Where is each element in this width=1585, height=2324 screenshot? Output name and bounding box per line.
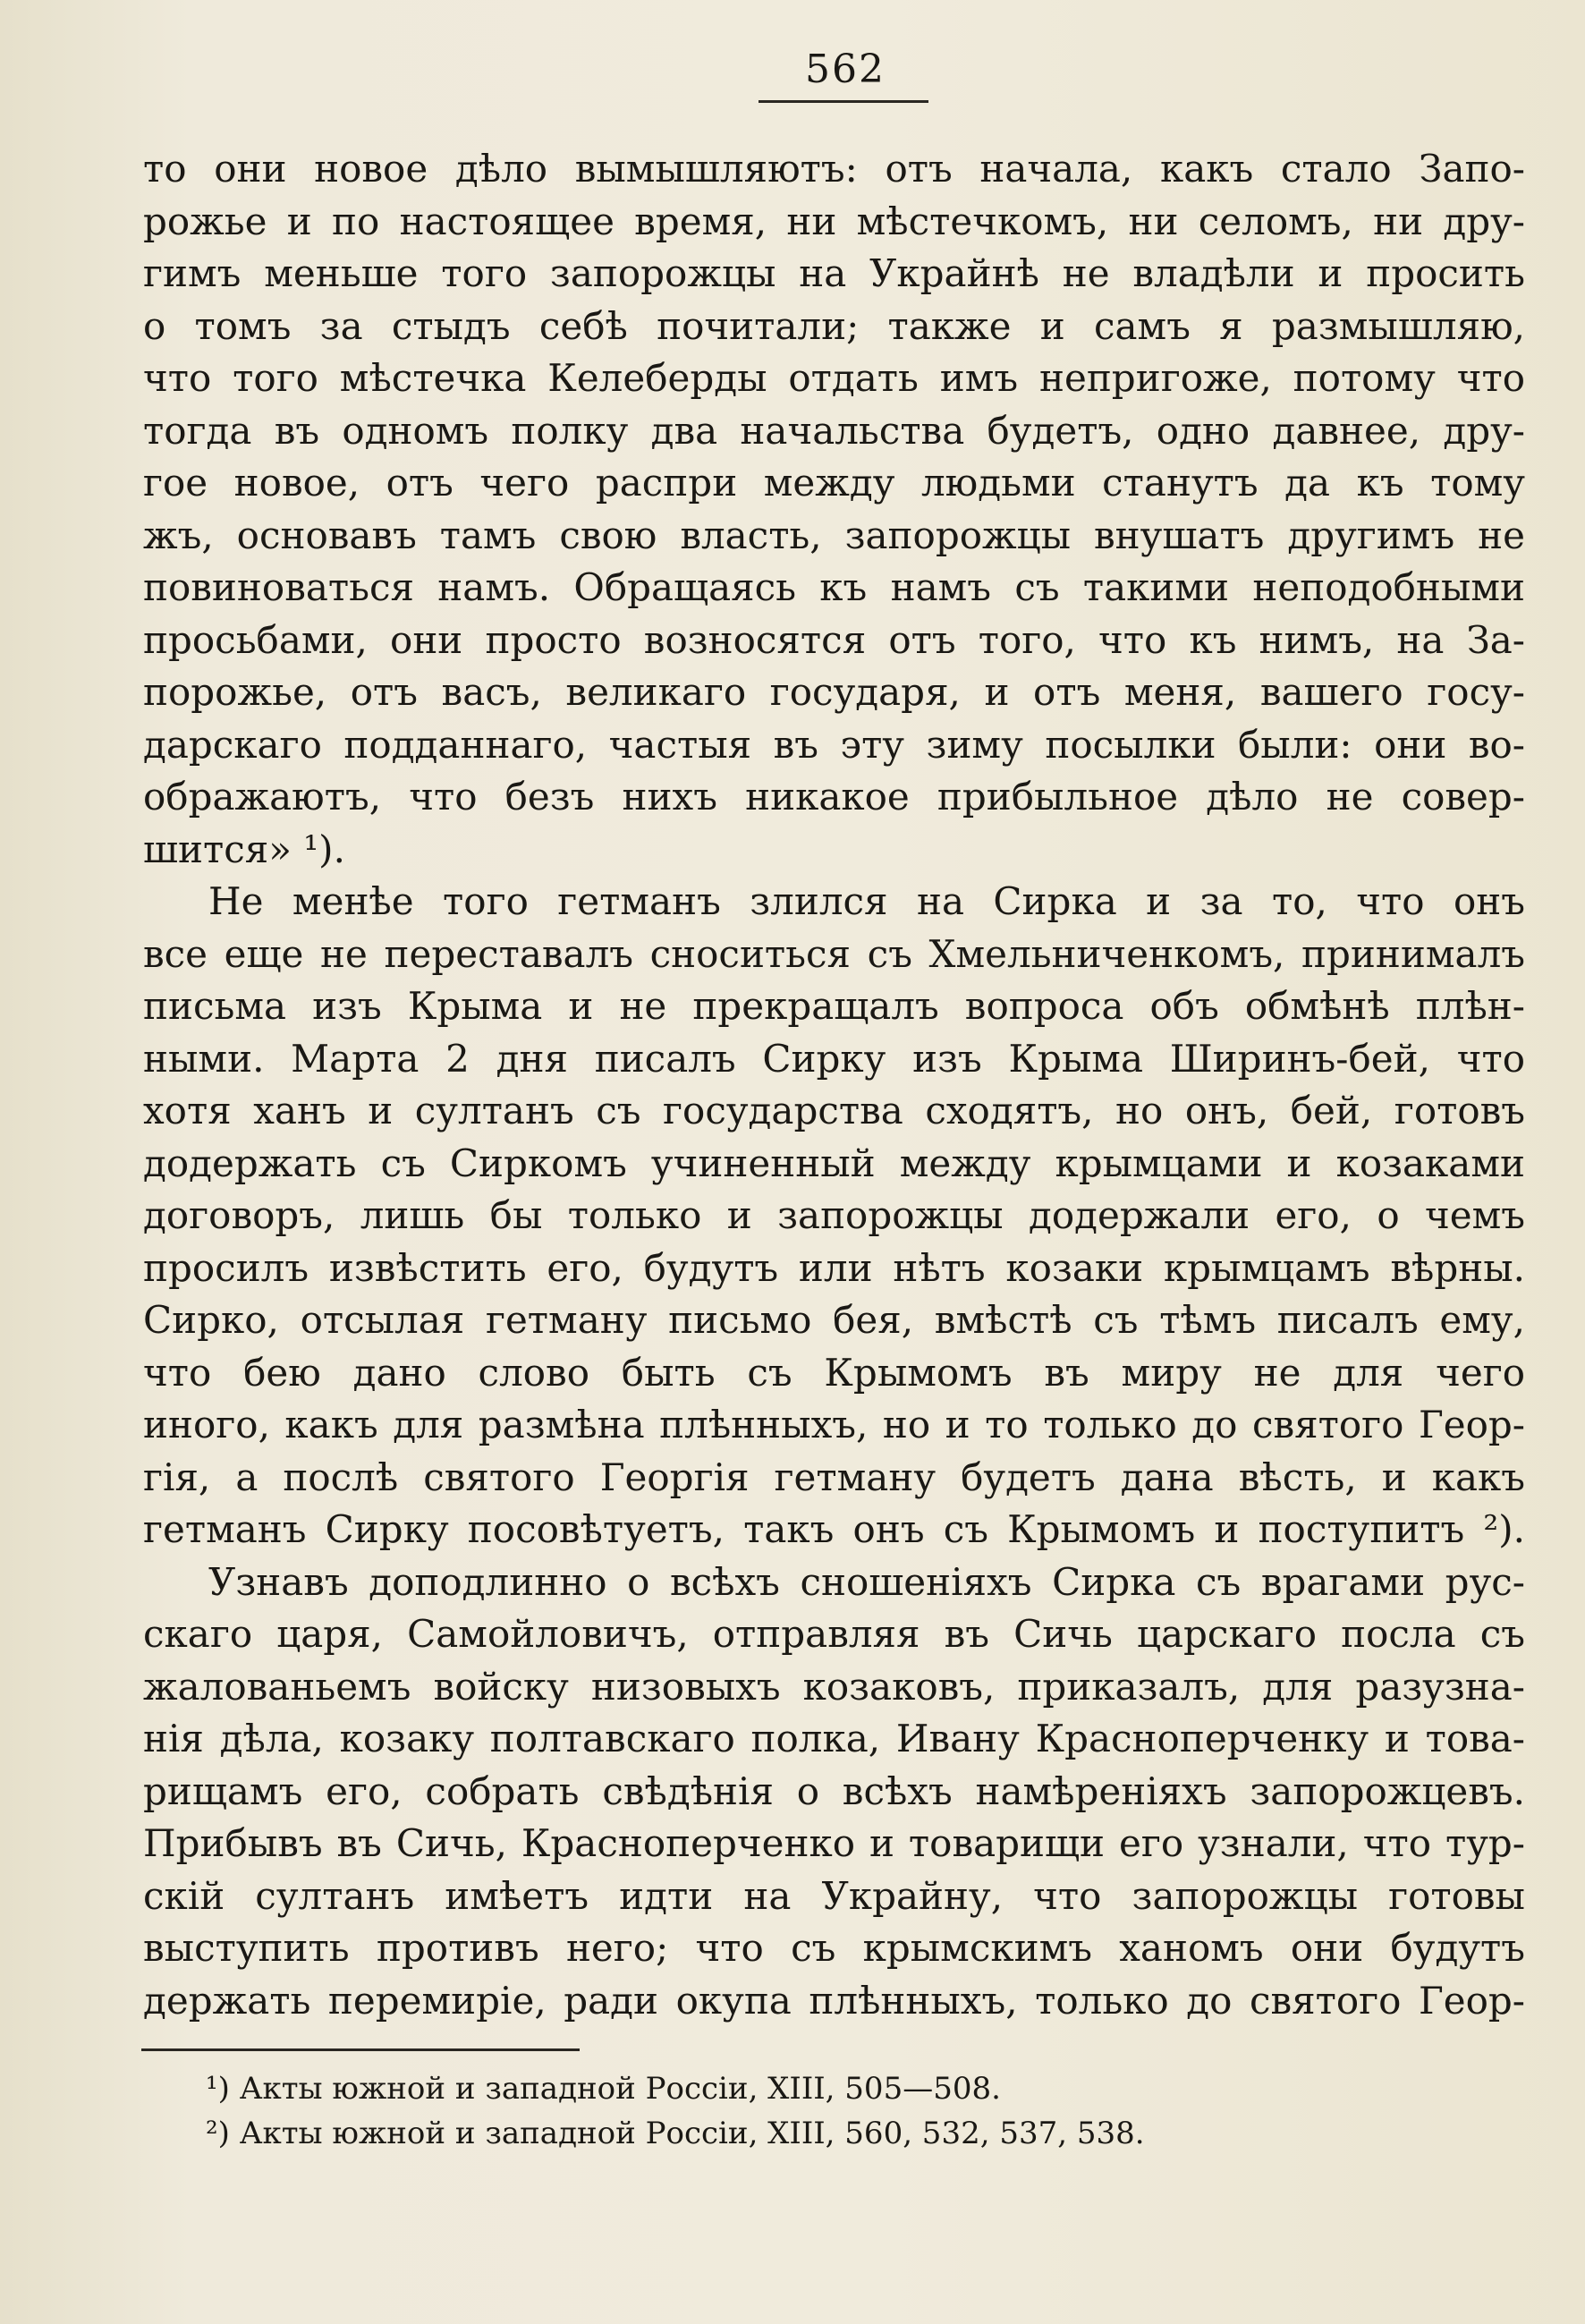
text-line: Узнавъ доподлинно о всѣхъ сношеніяхъ Сирка съ врагами рус- <box>208 1559 1525 1604</box>
body-text <box>143 143 1525 2027</box>
text-line: иного, какъ для размѣна плѣнныхъ, но и то только до святого Геор- <box>143 1403 1525 1446</box>
text-line: гетманъ Сирку посовѣтуетъ, такъ онъ съ Крымомъ и поступитъ ²). <box>143 1507 1525 1551</box>
text-line: что того мѣстечка Келеберды отдать имъ непригоже, потому что <box>143 356 1525 400</box>
text-line: что бею дано слово быть съ Крымомъ въ миру не для чего <box>143 1350 1525 1395</box>
text-line: Сирко, отсылая гетману письмо бея, вмѣстѣ съ тѣмъ писалъ ему, <box>143 1298 1525 1342</box>
text-line: шится» ¹). <box>143 827 345 871</box>
text-line: держать перемиріе, ради окупа плѣнныхъ, только до святого Геор- <box>143 1978 1525 2023</box>
text-line: порожье, отъ васъ, великаго государя, и отъ меня, вашего госу- <box>143 670 1525 714</box>
page-number: 562 <box>805 47 886 92</box>
footnote: ²) Акты южной и западной Россіи, XIII, 560, 532, 537, 538. <box>206 2116 1145 2151</box>
text-line: выступить противъ него; что съ крымскимъ ханомъ они будутъ <box>143 1926 1525 1970</box>
text-line: гое новое, отъ чего распри между людьми станутъ да къ тому <box>143 461 1525 505</box>
text-line: додержать съ Сиркомъ учиненный между крымцами и козаками <box>143 1141 1525 1185</box>
text-line: ными. Марта 2 дня писалъ Сирку изъ Крыма Ширинъ-бей, что <box>143 1036 1525 1081</box>
text-line: дарскаго подданнаго, частыя въ эту зиму посылки были: они во- <box>143 722 1525 767</box>
text-line: то они новое дѣло вымышляютъ: отъ начала, какъ стало Запо- <box>143 147 1525 191</box>
text-line: ображаютъ, что безъ нихъ никакое прибыльное дѣло не совер- <box>143 775 1525 818</box>
text-line: тогда въ одномъ полку два начальства будетъ, одно давнее, дру- <box>143 408 1525 453</box>
text-line: все еще не переставалъ сноситься съ Хмельниченкомъ, принималъ <box>143 931 1525 976</box>
text-line: нія дѣла, козаку полтавскаго полка, Ивану Красноперченку и това- <box>143 1717 1525 1760</box>
text-line: рищамъ его, собрать свѣдѣнія о всѣхъ намѣреніяхъ запорожцевъ. <box>143 1768 1525 1813</box>
text-line: гимъ меньше того запорожцы на Украйнѣ не владѣли и просить <box>143 251 1525 295</box>
text-line: просилъ извѣстить его, будутъ или нѣтъ козаки крымцамъ вѣрны. <box>143 1245 1525 1290</box>
footnotes <box>206 2066 1369 2156</box>
page-number-rule <box>759 100 928 103</box>
text-line: письма изъ Крыма и не прекращалъ вопроса объ обмѣнѣ плѣн- <box>143 984 1525 1028</box>
text-line: Не менѣе того гетманъ злился на Сирка и за то, что онъ <box>208 879 1525 923</box>
text-line: скій султанъ имѣетъ идти на Украйну, что запорожцы готовы <box>143 1873 1525 1918</box>
text-line: просьбами, они просто возносятся отъ того, что къ нимъ, на За- <box>143 617 1525 662</box>
text-line: рожье и по настоящее время, ни мѣстечкомъ, ни селомъ, ни дру- <box>143 199 1525 243</box>
footnote: ¹) Акты южной и западной Россіи, XIII, 505—508. <box>206 2071 1001 2107</box>
footnote-separator <box>141 2048 580 2051</box>
text-line: жалованьемъ войску низовыхъ козаковъ, приказалъ, для разузна- <box>143 1664 1525 1709</box>
text-line: повиноваться намъ. Обращаясь къ намъ съ такими неподобными <box>143 565 1525 609</box>
text-line: жъ, основавъ тамъ свою власть, запорожцы внушатъ другимъ не <box>143 513 1525 557</box>
text-line: Прибывъ въ Сичь, Красноперченко и товарищи его узнали, что тур- <box>143 1821 1525 1865</box>
text-line: скаго царя, Самойловичъ, отправляя въ Сичь царскаго посла съ <box>143 1612 1525 1656</box>
text-line: договоръ, лишь бы только и запорожцы додержали его, о чемъ <box>143 1193 1525 1237</box>
text-line: гія, а послѣ святого Георгія гетману будетъ дана вѣсть, и какъ <box>143 1455 1525 1499</box>
text-line: о томъ за стыдъ себѣ почитали; также и самъ я размышляю, <box>143 303 1525 348</box>
text-line: хотя ханъ и султанъ съ государства сходятъ, но онъ, бей, готовъ <box>143 1089 1525 1132</box>
